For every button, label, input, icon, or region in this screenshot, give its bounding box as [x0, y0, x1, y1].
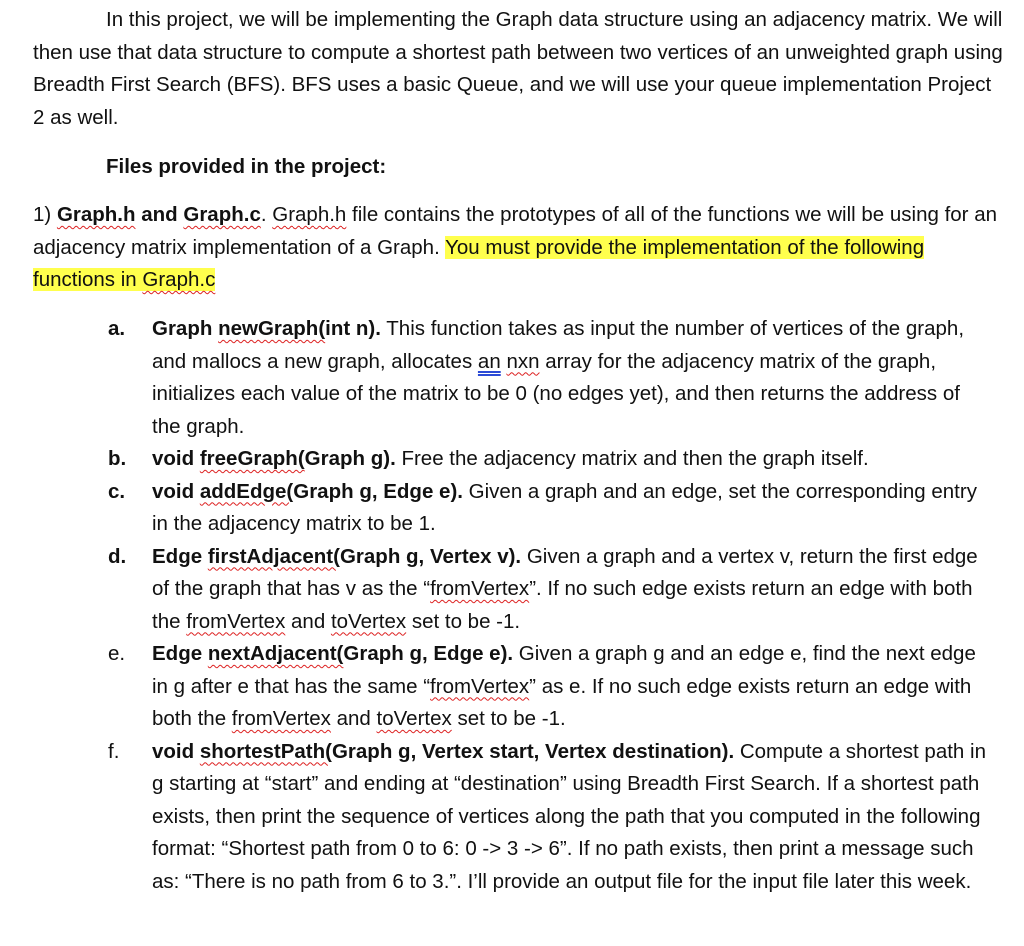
- description-text: and: [330, 707, 377, 730]
- description-word: fromVertex: [231, 707, 331, 730]
- function-signature: [152, 740, 734, 763]
- return-type: void: [152, 739, 200, 763]
- description-text: Given a graph g and an edge e, find the next edge in g after e that has the same “: [152, 642, 976, 698]
- item-1-paragraph: [33, 199, 1008, 297]
- graph-c-filename: Graph.c: [183, 203, 261, 226]
- function-params: Graph g, Vertex start, Vertex destination).: [331, 739, 735, 763]
- list-item: [108, 313, 988, 443]
- highlight-text: You must provide the implementation of the following functions in: [33, 235, 925, 291]
- function-signature: [152, 447, 396, 470]
- description-text: This function takes as input the number of vertices of the graph, and mallocs a new graph, allocates: [152, 317, 965, 373]
- description-word: fromVertex: [430, 577, 530, 600]
- description-word: toVertex: [376, 707, 452, 730]
- description-text: array for the adjacency matrix of the graph, initializes each value of the matrix to be 0 (no edges yet), and then returns the address of the graph.: [152, 349, 960, 438]
- return-type: Graph: [152, 317, 219, 340]
- function-params: Graph g, Vertex v).: [339, 544, 522, 568]
- description-word: toVertex: [330, 609, 407, 633]
- description-text: set to be -1.: [406, 609, 521, 633]
- description-word: fromVertex: [186, 609, 286, 633]
- list-item: [108, 443, 988, 476]
- function-params: int n).: [325, 317, 381, 340]
- description-text: ” as e. If no such edge exists return an edge with both the: [152, 674, 972, 730]
- list-marker: d.: [108, 544, 127, 568]
- description-text: ”. If no such edge exists return an edge with both the: [152, 577, 973, 633]
- description-text: Given a graph and a vertex v, return the first edge of the graph that has v as the “: [152, 544, 978, 600]
- function-name: firstAdjacent(: [207, 544, 340, 568]
- function-name: shortestPath(: [199, 739, 332, 763]
- description-word: an: [477, 349, 501, 373]
- graph-c-highlight-filename: Graph.c: [142, 268, 216, 291]
- list-marker: e.: [108, 642, 126, 665]
- function-signature: [152, 480, 463, 503]
- description-word: fromVertex: [430, 674, 530, 698]
- return-type: Edge: [152, 544, 208, 568]
- list-item: [108, 736, 988, 899]
- function-signature: [152, 317, 381, 340]
- function-name: nextAdjacent(: [207, 642, 344, 665]
- function-signature: [152, 642, 513, 665]
- description-text: set to be -1.: [451, 707, 566, 730]
- function-params: Graph g, Edge e).: [343, 642, 514, 665]
- function-description: Compute a shortest path in g starting at “start” and ending at “destination” using Breadth First Search. If a shortest path exists, then print the sequence of vertices along the path that you computed in the following format: “Shortest path from 0 to 6: 0 -> 3 -> 6”. If no path exists, then print a message such as: “There is no path from 6 to 3.”. I’ll provide an output file for the input file later this week.: [152, 739, 986, 893]
- function-params: Graph g).: [304, 447, 396, 470]
- graph-h-filename-2: Graph.h: [272, 203, 347, 226]
- function-params: Graph g, Edge e).: [293, 479, 463, 503]
- function-list: [108, 313, 988, 898]
- function-description: Given a graph and an edge, set the corresponding entry in the adjacency matrix to be 1.: [152, 479, 977, 535]
- function-name: addEdge(: [199, 479, 294, 503]
- intro-text: In this project, we will be implementing the Graph data structure using an adjacency matrix. We will then use that data structure to compute a shortest path between two vertices of an unweighted graph using Breadth First Search (BFS). BFS uses a basic Queue, and we will use your queue implementation Project 2 as well.: [33, 8, 1003, 129]
- description-text: and: [285, 609, 331, 633]
- intro-paragraph: [33, 4, 1008, 134]
- return-type: void: [152, 479, 200, 503]
- list-item: [108, 541, 988, 639]
- return-type: Edge: [152, 642, 208, 665]
- description-word: nxn: [506, 349, 540, 373]
- function-description: Free the adjacency matrix and then the graph itself.: [395, 447, 869, 470]
- period-text: .: [260, 203, 273, 226]
- list-item: [108, 476, 988, 541]
- and-text: and: [135, 203, 184, 226]
- return-type: void: [152, 447, 200, 470]
- list-marker: a.: [108, 317, 126, 340]
- function-name: newGraph(: [218, 317, 326, 340]
- graph-h-filename: Graph.h: [56, 203, 136, 226]
- function-signature: [152, 545, 521, 568]
- files-heading: Files provided in the project:: [106, 155, 387, 178]
- list-item: [108, 638, 988, 736]
- item-1-number: 1): [33, 203, 57, 226]
- list-marker: c.: [108, 479, 126, 503]
- function-name: freeGraph(: [199, 447, 305, 470]
- list-marker: f.: [108, 739, 120, 763]
- item-1-text: file contains the prototypes of all of the functions we will be using for an adjacency matrix implementation of a Graph.: [33, 203, 998, 259]
- list-marker: b.: [108, 447, 127, 470]
